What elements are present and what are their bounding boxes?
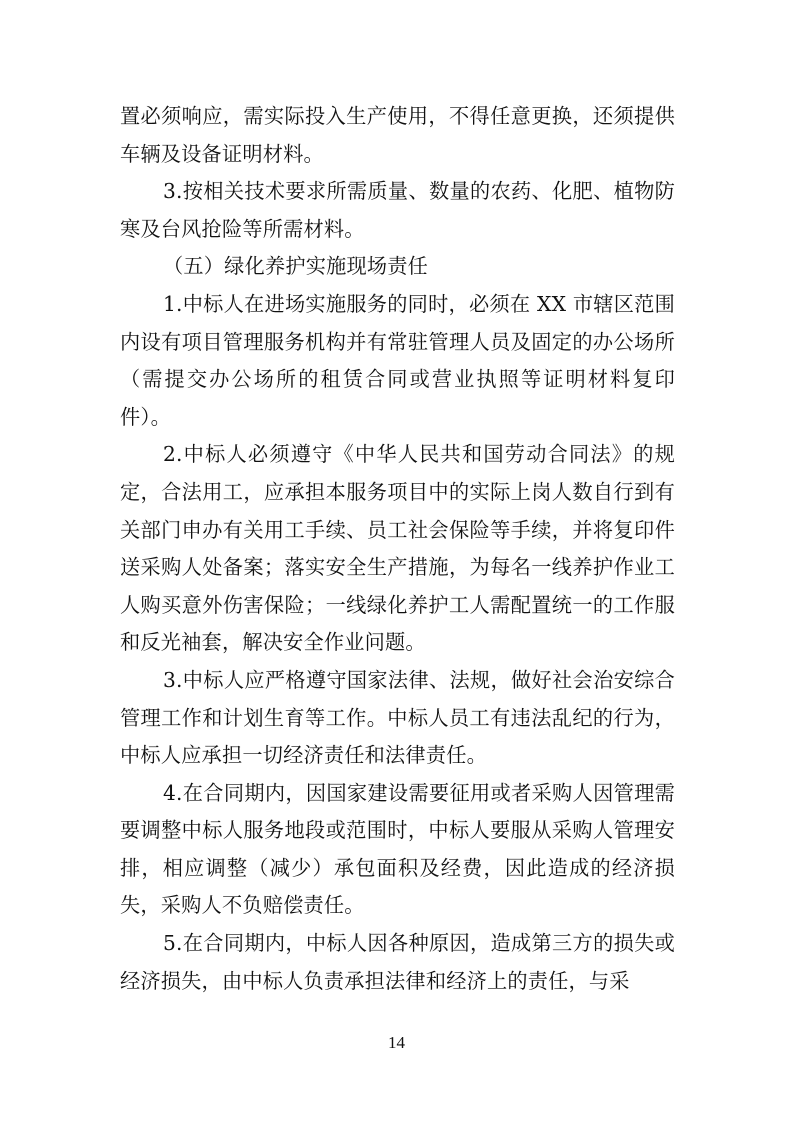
section-heading: （五）绿化养护实施现场责任 <box>163 254 429 279</box>
document-body <box>120 98 675 1000</box>
paragraph-continuation: 置必须响应，需实际投入生产使用，不得任意更换，还须提供车辆及设备证明材料。 <box>120 104 675 166</box>
paragraph-item-3-materials: 3.按相关技术要求所需质量、数量的农药、化肥、植物防寒及台风抢险等所需材料。 <box>120 179 675 241</box>
page-number: 14 <box>388 1033 405 1052</box>
paragraph-item-3-compliance: 3.中标人应严格遵守国家法律、法规，做好社会治安综合管理工作和计划生育等工作。中标人员工有违法乱纪的行为，中标人应承担一切经济责任和法律责任。 <box>120 667 675 768</box>
paragraph-item-1-office: 1.中标人在进场实施服务的同时，必须在 XX 市辖区范围内设有项目管理服务机构并有常驻管理人员及固定的办公场所（需提交办公场所的租赁合同或营业执照等证明材料复印件）。 <box>120 291 675 429</box>
paragraph-item-5-third-party-loss: 5.在合同期内，中标人因各种原因，造成第三方的损失或经济损失，由中标人负责承担法律和经济上的责任，与采 <box>120 931 675 993</box>
paragraph-item-4-contract-adjustment: 4.在合同期内，因国家建设需要征用或者采购人因管理需要调整中标人服务地段或范围时，中标人要服从采购人管理安排，相应调整（减少）承包面积及经费，因此造成的经济损失，采购人不负赔偿责任。 <box>120 780 675 918</box>
paragraph-item-2-labor-law: 2.中标人必须遵守《中华人民共和国劳动合同法》的规定，合法用工，应承担本服务项目中的实际上岗人数自行到有关部门申办有关用工手续、员工社会保险等手续，并将复印件送采购人处备案；落实安全生产措施，为每名一线养护作业工人购买意外伤害保险；一线绿化养护工人需配置统一的工作服和反光袖套，解决安全作业问题。 <box>120 442 675 655</box>
